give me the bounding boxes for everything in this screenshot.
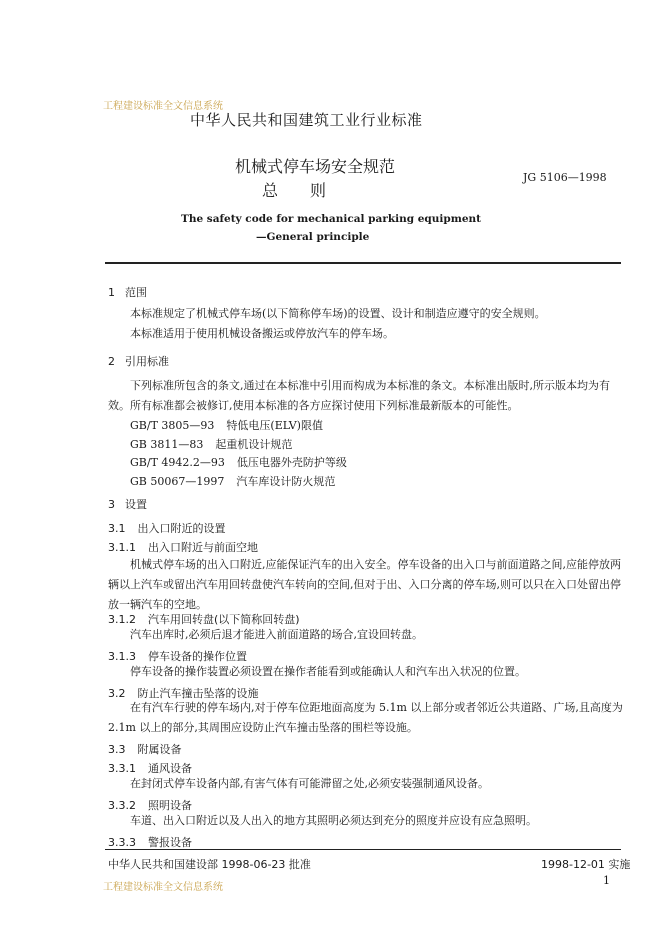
clause-title: 警报设备 — [148, 836, 192, 849]
section-title: 引用标准 — [125, 355, 169, 368]
clause-title: 照明设备 — [148, 799, 192, 812]
header-rule — [105, 262, 621, 264]
section-number: 2 — [108, 355, 115, 368]
clause-title: 通风设备 — [148, 762, 192, 775]
clause-title: 出入口附近的设置 — [137, 522, 226, 535]
clause-title: 出入口附近与前面空地 — [148, 541, 258, 554]
standard-category: 中华人民共和国建筑工业行业标准 — [190, 111, 423, 129]
reference-item — [130, 454, 347, 470]
section-title: 范围 — [125, 286, 147, 299]
clause-title: 停车设备的操作位置 — [148, 650, 247, 663]
clause-3-1-heading — [108, 520, 226, 536]
paragraph: 本标准规定了机械式停车场(以下简称停车场)的设置、设计和制造应遵守的安全规则。 — [130, 307, 546, 320]
footer-rule — [105, 849, 621, 850]
english-title: The safety code for mechanical parking equipment — [181, 213, 482, 225]
paragraph: 在有汽车行驶的停车场内,对于停车位距地面高度为 5.1m 以上部分或者邻近公共道路、广场,且高度为 2.1m 以上的部分,其周围应设防止汽车撞击坠落的围栏等设施。 — [108, 701, 623, 734]
reference-name: 汽车库设计防火规范 — [236, 475, 336, 488]
reference-name: 起重机设计规范 — [215, 438, 293, 451]
paragraph: 车道、出入口附近以及人出入的地方其照明必须达到充分的照度并应设有应急照明。 — [130, 814, 537, 827]
section-title: 设置 — [125, 498, 147, 511]
clause-number: 3.1.1 — [108, 541, 136, 554]
watermark-top: 工程建设标准全文信息系统 — [103, 101, 223, 112]
reference-code: GB/T 4942.2—93 — [130, 456, 225, 469]
section-1-heading — [108, 284, 147, 300]
paragraph: 停车设备的操作装置必须设置在操作者能看到或能确认人和汽车出入状况的位置。 — [130, 665, 526, 678]
watermark-bottom: 工程建设标准全文信息系统 — [103, 882, 223, 893]
section-2-heading — [108, 353, 169, 369]
clause-title: 附属设备 — [137, 743, 182, 756]
clause-number: 3.3.2 — [108, 799, 136, 812]
english-subtitle: —General principle — [256, 231, 370, 243]
effective-date: 1998-12-01 实施 — [541, 858, 631, 871]
paragraph: 机械式停车场的出入口附近,应能保证汽车的出入安全。停车设备的出入口与前面道路之间,应能停放两辆以上汽车或留出汽车用回转盘使汽车转向的空间,但对于出、入口分离的停车场,则可以只在入口处留出停放一辆汽车的空地。 — [108, 558, 621, 611]
paragraph: 汽车出库时,必须后退才能进入前面道路的场合,宜设回转盘。 — [130, 628, 423, 641]
clause-number: 3.3.3 — [108, 836, 136, 849]
clause-3-1-1-heading — [108, 539, 258, 555]
paragraph: 在封闭式停车设备内部,有害气体有可能滞留之处,必须安装强制通风设备。 — [130, 777, 489, 790]
clause-title: 汽车用回转盘(以下简称回转盘) — [148, 613, 300, 626]
clause-number: 3.3 — [108, 743, 126, 756]
standard-code: JG 5106—1998 — [523, 171, 607, 184]
document-title: 机械式停车场安全规范 — [235, 157, 396, 176]
clause-number: 3.2 — [108, 687, 126, 700]
reference-name: 特低电压(ELV)限值 — [226, 419, 323, 432]
reference-item — [130, 473, 335, 489]
clause-3-3-heading — [108, 741, 182, 757]
paragraph: 本标准适用于使用机械设备搬运或停放汽车的停车场。 — [130, 327, 394, 340]
reference-item — [130, 436, 292, 452]
clause-3-3-3-heading — [108, 834, 192, 850]
paragraph: 下列标准所包含的条文,通过在本标准中引用而构成为本标准的条文。本标准出版时,所示版本均为有效。所有标准都会被修订,使用本标准的各方应探讨使用下列标准最新版本的可能性。 — [108, 379, 610, 412]
page-number: 1 — [603, 874, 610, 887]
section-number: 3 — [108, 498, 115, 511]
clause-number: 3.1.3 — [108, 650, 136, 663]
clause-number: 3.1.2 — [108, 613, 136, 626]
approval-text: 中华人民共和国建设部 1998-06-23 批准 — [108, 858, 311, 871]
section-number: 1 — [108, 286, 115, 299]
document-subtitle: 总 则 — [262, 181, 327, 200]
reference-code: GB 3811—83 — [130, 438, 204, 451]
reference-code: GB/T 3805—93 — [130, 419, 215, 432]
section-3-heading — [108, 496, 147, 512]
reference-item — [130, 417, 323, 433]
clause-title: 防止汽车撞击坠落的设施 — [137, 687, 259, 700]
clause-number: 3.1 — [108, 522, 126, 535]
reference-name: 低压电器外壳防护等级 — [236, 456, 347, 469]
clause-number: 3.3.1 — [108, 762, 136, 775]
reference-code: GB 50067—1997 — [130, 475, 225, 488]
